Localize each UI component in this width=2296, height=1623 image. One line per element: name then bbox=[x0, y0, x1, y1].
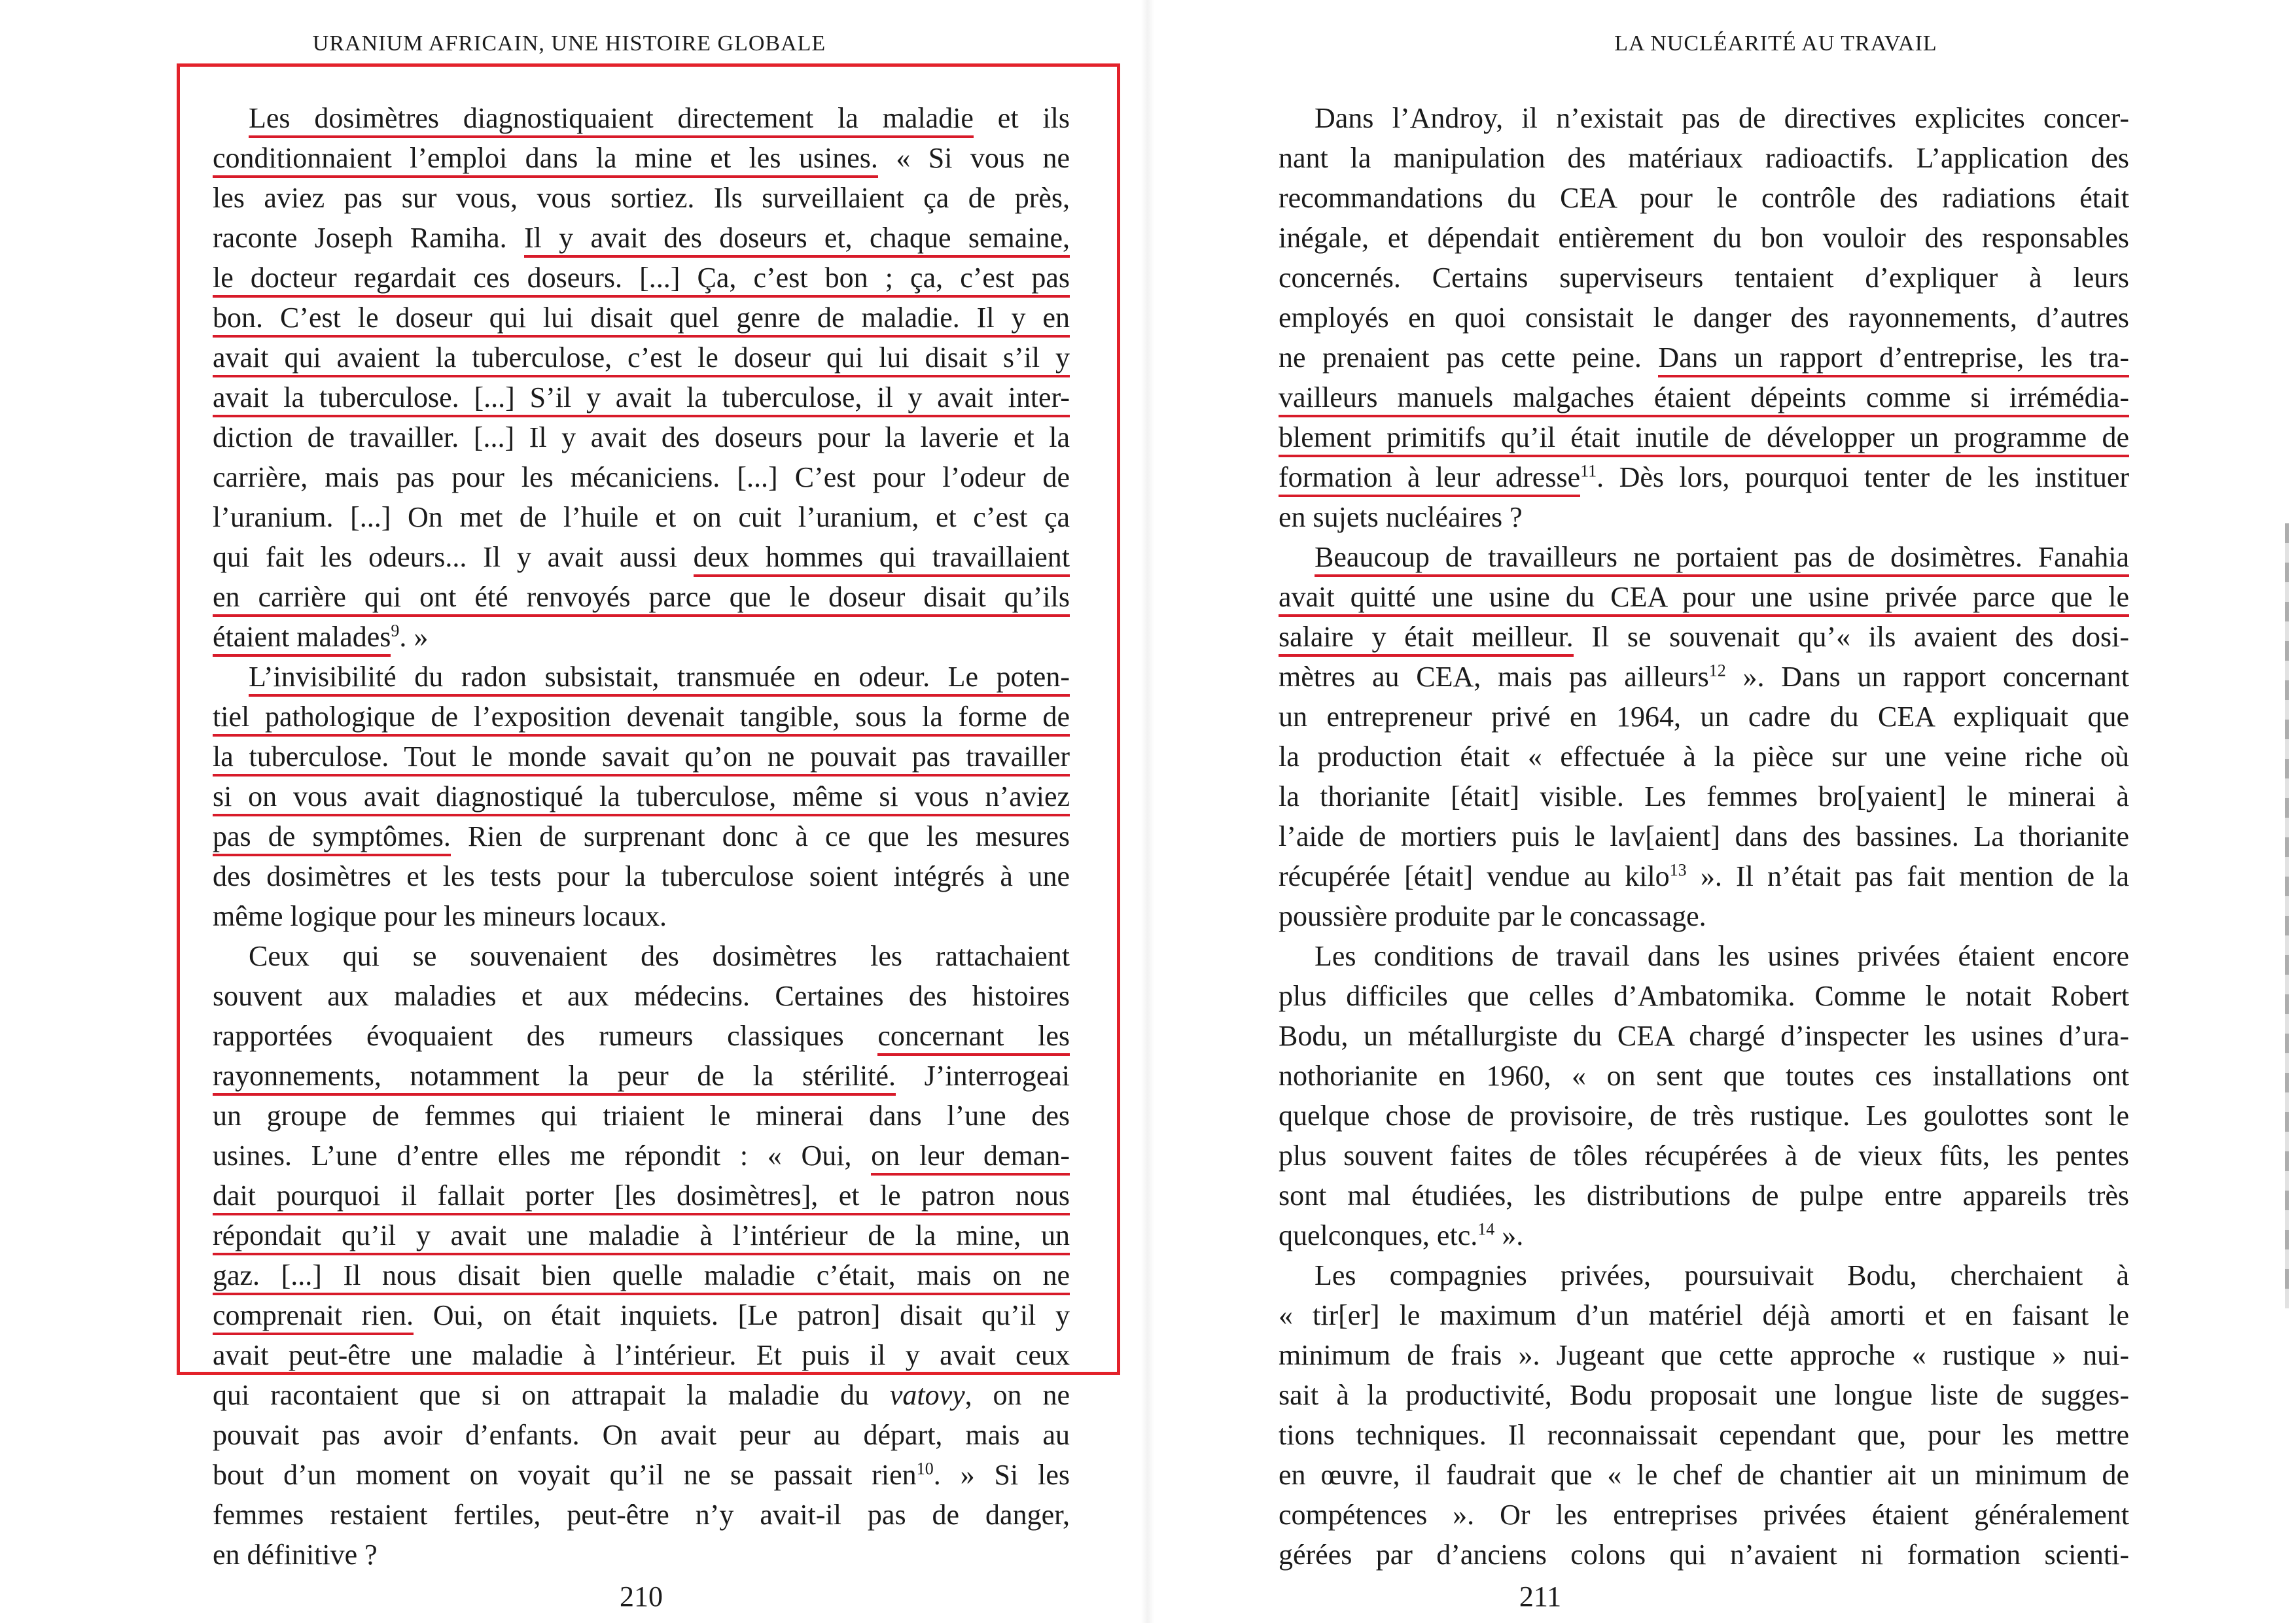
text-line bbox=[1279, 896, 2129, 936]
text-line bbox=[1279, 1335, 2129, 1375]
text-line bbox=[1279, 138, 2129, 178]
text-line bbox=[1279, 1375, 2129, 1415]
page-number-right: 211 bbox=[1519, 1580, 1562, 1613]
text-line bbox=[213, 497, 1070, 537]
text-line bbox=[1279, 537, 2129, 577]
text-segment: pouvait pas avoir d’enfants. On avait peur au départ, mais au bbox=[213, 1419, 1070, 1451]
text-line bbox=[213, 816, 1070, 856]
text-segment: Rien de surprenant donc à ce que les mesures bbox=[450, 820, 1070, 852]
text-line bbox=[1279, 1455, 2129, 1495]
text-segment: nant la manipulation des matériaux radioactifs. L’application des bbox=[1279, 142, 2129, 174]
footnote-ref: 14 bbox=[1477, 1219, 1495, 1239]
text-segment: l’aide de mortiers puis le lav[aient] dans des bassines. La thorianite bbox=[1279, 820, 2129, 852]
underlined-text: si on vous avait diagnostiqué la tuberculose, même si vous n’aviez bbox=[213, 780, 1070, 816]
text-segment: tions techniques. Il reconnaissait cependant que, pour les mettre bbox=[1279, 1419, 2129, 1451]
text-line bbox=[1279, 856, 2129, 896]
text-line bbox=[1279, 737, 2129, 777]
text-segment: inégale, et dépendait entièrement du bon vouloir des responsables bbox=[1279, 222, 2129, 254]
text-line bbox=[213, 178, 1070, 218]
text-line bbox=[213, 298, 1070, 338]
underlined-text: L’invisibilité du radon subsistait, transmuée en odeur. Le poten- bbox=[249, 661, 1070, 697]
text-segment: mètres au CEA, mais pas ailleurs bbox=[1279, 661, 1709, 693]
underlined-text: Dans un rapport d’entreprise, les tra- bbox=[1658, 341, 2129, 377]
underlined-text: formation à leur adresse bbox=[1279, 461, 1580, 497]
text-line bbox=[1279, 1295, 2129, 1335]
text-segment: quelconques, etc. bbox=[1279, 1219, 1478, 1251]
text-line bbox=[213, 896, 1070, 936]
text-line bbox=[213, 1455, 1070, 1495]
text-line bbox=[213, 1136, 1070, 1176]
footnote-ref: 10 bbox=[916, 1459, 934, 1478]
right-page bbox=[1148, 0, 2296, 1623]
footnote-ref: 11 bbox=[1580, 461, 1597, 481]
text-line bbox=[1279, 1136, 2129, 1176]
underlined-text: la tuberculose. Tout le monde savait qu’on ne pouvait pas travailler bbox=[213, 741, 1070, 777]
text-line bbox=[213, 936, 1070, 976]
underlined-text: blement primitifs qu’il était inutile de développer un programme de bbox=[1279, 421, 2129, 457]
text-segment: . » bbox=[399, 621, 429, 653]
text-line bbox=[213, 657, 1070, 697]
text-line bbox=[213, 338, 1070, 377]
text-line bbox=[1279, 98, 2129, 138]
text-line bbox=[213, 377, 1070, 417]
underlined-text: salaire y était meilleur. bbox=[1279, 621, 1574, 657]
text-line bbox=[213, 1495, 1070, 1535]
underlined-text: concernant les bbox=[877, 1020, 1070, 1056]
page-number-left: 210 bbox=[620, 1580, 663, 1613]
underlined-text: deux hommes qui travaillaient bbox=[694, 541, 1070, 577]
text-line bbox=[213, 697, 1070, 737]
text-segment: raconte Joseph Ramiha. bbox=[213, 222, 524, 254]
text-segment: Dans l’Androy, il n’existait pas de directives explicites concer- bbox=[1315, 102, 2129, 134]
text-segment: rapportées évoquaient des rumeurs classiques bbox=[213, 1020, 878, 1052]
text-line bbox=[213, 1255, 1070, 1295]
scan-edge-artifact bbox=[2285, 523, 2289, 1308]
text-segment: sont mal étudiées, les distributions de pulpe entre appareils très bbox=[1279, 1179, 2129, 1212]
text-line bbox=[1279, 657, 2129, 697]
text-line bbox=[1279, 417, 2129, 457]
text-segment: quelque chose de provisoire, de très rustique. Les goulottes sont le bbox=[1279, 1100, 2129, 1132]
left-text-block bbox=[213, 98, 1070, 1575]
text-segment: poussière produite par le concassage. bbox=[1279, 900, 1706, 932]
text-segment: un entrepreneur privé en 1964, un cadre du CEA expliquait que bbox=[1279, 701, 2129, 733]
text-line bbox=[1279, 218, 2129, 258]
text-segment: ne prenaient pas cette peine. bbox=[1279, 341, 1659, 374]
text-segment: bout d’un moment on voyait qu’il ne se passait rien bbox=[213, 1459, 917, 1491]
text-line bbox=[213, 976, 1070, 1016]
underlined-text: on leur deman- bbox=[871, 1140, 1070, 1176]
text-line bbox=[213, 457, 1070, 497]
text-segment: Les compagnies privées, poursuivait Bodu, cherchaient à bbox=[1315, 1259, 2129, 1291]
text-segment: employés en quoi consistait le danger des rayonnements, d’autres bbox=[1279, 302, 2129, 334]
underlined-text: avait la tuberculose. [...] S’il y avait la tuberculose, il y avait inter- bbox=[213, 381, 1070, 417]
text-segment: diction de travailler. [...] Il y avait des doseurs pour la laverie et la bbox=[213, 421, 1070, 453]
text-line bbox=[213, 1096, 1070, 1136]
text-line bbox=[213, 1295, 1070, 1335]
text-line bbox=[1279, 1016, 2129, 1056]
text-line bbox=[213, 138, 1070, 178]
underlined-text: vailleurs manuels malgaches étaient dépeints comme si irrémédia- bbox=[1279, 381, 2129, 417]
text-segment: l’uranium. [...] On met de l’huile et on cuit l’uranium, et c’est ça bbox=[213, 501, 1070, 533]
text-line bbox=[1279, 178, 2129, 218]
text-segment: nothorianite en 1960, « on sent que toutes ces installations ont bbox=[1279, 1060, 2129, 1092]
text-segment: qui fait les odeurs... Il y avait aussi bbox=[213, 541, 694, 573]
right-text-block bbox=[1279, 98, 2129, 1575]
text-segment: ». bbox=[1494, 1219, 1524, 1251]
text-line bbox=[1279, 1255, 2129, 1295]
text-line bbox=[213, 856, 1070, 896]
underlined-text: dait pourquoi il fallait porter [les dosimètres], et le patron nous bbox=[213, 1179, 1070, 1215]
text-line bbox=[1279, 617, 2129, 657]
text-segment: plus difficiles que celles d’Ambatomika. Comme le notait Robert bbox=[1279, 980, 2129, 1012]
text-line bbox=[1279, 1535, 2129, 1575]
text-line bbox=[1279, 577, 2129, 617]
text-line bbox=[1279, 338, 2129, 377]
text-line bbox=[213, 537, 1070, 577]
text-segment: compétences ». Or les entreprises privées étaient généralement bbox=[1279, 1499, 2129, 1531]
text-segment: les aviez pas sur vous, vous sortiez. Ils surveillaient ça de près, bbox=[213, 182, 1070, 214]
underlined-text: Il y avait des doseurs et, chaque semaine, bbox=[524, 222, 1070, 258]
running-head-right: LA NUCLÉARITÉ AU TRAVAIL bbox=[1614, 31, 1937, 56]
text-line bbox=[1279, 298, 2129, 338]
underlined-text: avait qui avaient la tuberculose, c’est le doseur qui lui disait s’il y bbox=[213, 341, 1070, 377]
text-segment: , on ne bbox=[964, 1379, 1070, 1411]
underlined-text: conditionnaient l’emploi dans la mine et les usines. bbox=[213, 142, 878, 178]
underlined-text: en carrière qui ont été renvoyés parce que le doseur disait qu’ils bbox=[213, 581, 1070, 617]
footnote-ref: 12 bbox=[1708, 661, 1726, 680]
text-line bbox=[1279, 1215, 2129, 1255]
text-segment: usines. L’une d’entre elles me répondit : « Oui, bbox=[213, 1140, 872, 1172]
text-segment: ». Il n’était pas fait mention de la bbox=[1686, 860, 2129, 892]
text-segment: J’interrogeai bbox=[895, 1060, 1070, 1092]
text-line bbox=[1279, 1096, 2129, 1136]
text-segment: récupérée [était] vendue au kilo bbox=[1279, 860, 1670, 892]
text-line bbox=[213, 1016, 1070, 1056]
underlined-text: Les dosimètres diagnostiquaient directement la maladie bbox=[249, 102, 974, 138]
underlined-text: comprenait rien. bbox=[213, 1299, 414, 1335]
text-segment: . » Si les bbox=[933, 1459, 1070, 1491]
text-segment: carrière, mais pas pour les mécaniciens. [...] C’est pour l’odeur de bbox=[213, 461, 1070, 493]
text-segment: des dosimètres et les tests pour la tuberculose soient intégrés à une bbox=[213, 860, 1070, 892]
text-segment: plus souvent faites de tôles récupérées à de vieux fûts, les pentes bbox=[1279, 1140, 2129, 1172]
text-segment: un groupe de femmes qui triaient le minerai dans l’une des bbox=[213, 1100, 1070, 1132]
text-segment: souvent aux maladies et aux médecins. Certaines des histoires bbox=[213, 980, 1070, 1012]
underlined-text: répondait qu’il y avait une maladie à l’intérieur de la mine, un bbox=[213, 1219, 1070, 1255]
text-segment: la thorianite [était] visible. Les femmes bro[yaient] le minerai à bbox=[1279, 780, 2129, 812]
text-segment: Ceux qui se souvenaient des dosimètres les rattachaient bbox=[249, 940, 1070, 972]
text-segment: minimum de frais ». Jugeant que cette approche « rustique » nui- bbox=[1279, 1339, 2129, 1371]
footnote-ref: 13 bbox=[1669, 860, 1687, 880]
underlined-text: bon. C’est le doseur qui lui disait quel genre de maladie. Il y en bbox=[213, 302, 1070, 338]
text-line bbox=[1279, 816, 2129, 856]
text-line bbox=[1279, 377, 2129, 417]
text-line bbox=[213, 1415, 1070, 1455]
text-line bbox=[1279, 976, 2129, 1016]
text-line bbox=[213, 617, 1070, 657]
text-segment: recommandations du CEA pour le contrôle des radiations était bbox=[1279, 182, 2129, 214]
text-segment: sait à la productivité, Bodu proposait une longue liste de sugges- bbox=[1279, 1379, 2129, 1411]
text-segment: en sujets nucléaires ? bbox=[1279, 501, 1523, 533]
text-segment: ». Dans un rapport concernant bbox=[1725, 661, 2129, 693]
text-line bbox=[1279, 1415, 2129, 1455]
underlined-text: gaz. [...] Il nous disait bien quelle maladie c’était, mais on ne bbox=[213, 1259, 1070, 1295]
underlined-text: avait quitté une usine du CEA pour une usine privée parce que le bbox=[1279, 581, 2129, 617]
text-segment: la production était « effectuée à la pièce sur une veine riche où bbox=[1279, 741, 2129, 773]
text-line bbox=[1279, 1176, 2129, 1215]
text-segment: concernés. Certains superviseurs tentaient d’expliquer à leurs bbox=[1279, 262, 2129, 294]
text-segment: « Si vous ne bbox=[877, 142, 1070, 174]
underlined-text: rayonnements, notamment la peur de la stérilité. bbox=[213, 1060, 896, 1096]
text-segment: qui racontaient que si on attrapait la maladie du bbox=[213, 1379, 890, 1411]
text-segment: Il se souvenait qu’« ils avaient des dosi- bbox=[1573, 621, 2129, 653]
text-line bbox=[1279, 258, 2129, 298]
text-line bbox=[213, 577, 1070, 617]
text-line bbox=[1279, 936, 2129, 976]
text-line bbox=[213, 218, 1070, 258]
text-line bbox=[213, 777, 1070, 816]
text-line bbox=[1279, 697, 2129, 737]
text-segment: Les conditions de travail dans les usines privées étaient encore bbox=[1315, 940, 2129, 972]
underlined-text: Beaucoup de travailleurs ne portaient pas de dosimètres. Fanahia bbox=[1315, 541, 2129, 577]
text-line bbox=[1279, 777, 2129, 816]
text-segment: en œuvre, il faudrait que « le chef de chantier ait un minimum de bbox=[1279, 1459, 2129, 1491]
text-line bbox=[1279, 1056, 2129, 1096]
footnote-ref: 9 bbox=[391, 621, 400, 640]
text-line bbox=[213, 1335, 1070, 1375]
text-line bbox=[1279, 1495, 2129, 1535]
text-segment: avait peut-être une maladie à l’intérieur. Et puis il y avait ceux bbox=[213, 1339, 1070, 1371]
text-segment: et ils bbox=[973, 102, 1070, 134]
text-line bbox=[213, 258, 1070, 298]
text-line bbox=[213, 1176, 1070, 1215]
text-line bbox=[213, 737, 1070, 777]
text-segment: Bodu, un métallurgiste du CEA chargé d’inspecter les usines d’ura- bbox=[1279, 1020, 2129, 1052]
running-head-left: URANIUM AFRICAIN, UNE HISTOIRE GLOBALE bbox=[312, 31, 826, 56]
text-line bbox=[213, 1535, 1070, 1575]
underlined-text: étaient malades bbox=[213, 621, 391, 657]
text-segment: même logique pour les mineurs locaux. bbox=[213, 900, 667, 932]
text-segment: femmes restaient fertiles, peut-être n’y avait-il pas de danger, bbox=[213, 1499, 1070, 1531]
text-line bbox=[213, 1056, 1070, 1096]
text-line bbox=[213, 98, 1070, 138]
book-gutter bbox=[1141, 0, 1154, 1623]
text-line bbox=[1279, 457, 2129, 497]
text-segment: en définitive ? bbox=[213, 1539, 378, 1571]
italic-term: vatovy bbox=[889, 1379, 965, 1411]
underlined-text: le docteur regardait ces doseurs. [...] Ça, c’est bon ; ça, c’est pas bbox=[213, 262, 1070, 298]
text-line bbox=[213, 417, 1070, 457]
text-segment: gérées par d’anciens colons qui n’avaient ni formation scienti- bbox=[1279, 1539, 2129, 1571]
text-segment: « tir[er] le maximum d’un matériel déjà amorti et en faisant le bbox=[1279, 1299, 2129, 1331]
text-line bbox=[213, 1215, 1070, 1255]
text-line bbox=[1279, 497, 2129, 537]
underlined-text: pas de symptômes. bbox=[213, 820, 451, 856]
text-segment: . Dès lors, pourquoi tenter de les instituer bbox=[1597, 461, 2130, 493]
text-segment: Oui, on était inquiets. [Le patron] disait qu’il y bbox=[414, 1299, 1070, 1331]
text-line bbox=[213, 1375, 1070, 1415]
underlined-text: tiel pathologique de l’exposition devenait tangible, sous la forme de bbox=[213, 701, 1070, 737]
